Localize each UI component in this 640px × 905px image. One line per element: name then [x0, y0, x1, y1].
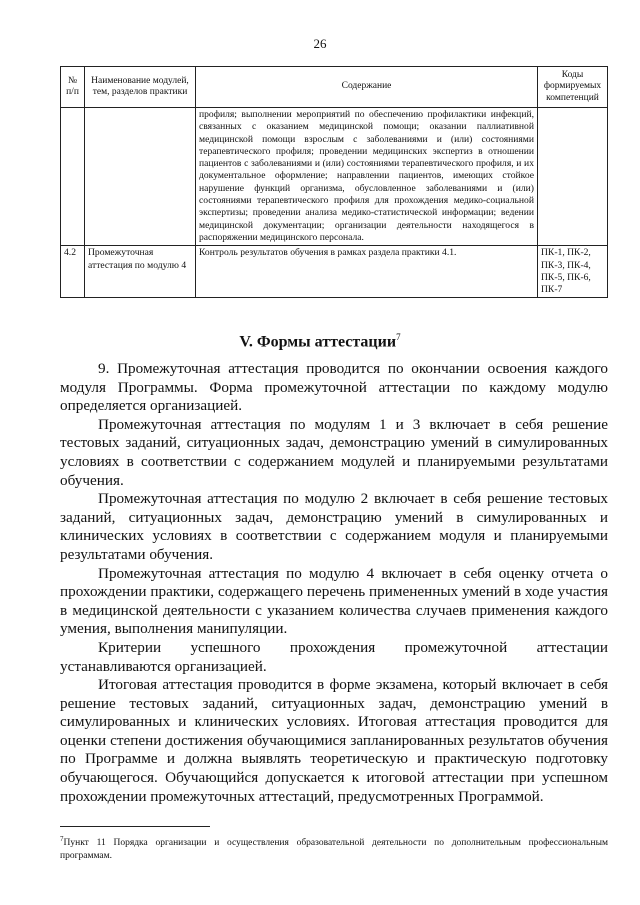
footnote-mark: 7 [60, 835, 64, 843]
row-number: 4.2 [61, 246, 85, 298]
section-heading [0, 332, 640, 351]
header-number: № п/п [61, 67, 85, 108]
paragraph: Промежуточная аттестация по модулю 2 включает в себя решение тестовых заданий, ситуационных задач, демонстрацию умений в симулированных и клинических условиях в соответствии с содержанием модуля и планируемыми результатами обучения. [60, 490, 608, 563]
table-header-row [61, 67, 608, 108]
table-row [61, 246, 608, 298]
row-content: Контроль результатов обучения в рамках раздела практики 4.1. [196, 246, 538, 298]
row-module-name [85, 108, 196, 246]
body-text [60, 360, 608, 806]
table-row [61, 108, 608, 246]
footnote [60, 833, 608, 863]
row-content: профиля; выполнении мероприятий по обеспечению профилактики инфекций, связанных с оказанием медицинской помощи; оказании паллиативной медицинской помощи взрослым с заболеваниями и (или) состояниями терапевтического профиля; проведении медицинских экспертиз в отношении пациентов с заболеваниями и (или) состояниями терапевтического профиля, и их документальное оформление; направлении пациентов, имеющих стойкое нарушение функций организма, обусловленное заболеваниями и (или) состояниями терапевтического профиля для прохождения медико-социальной экспертизы; проведении анализа медико-статистической информации; ведении медицинской документации; организации деятельности находящегося в распоряжении медицинского персонала. [196, 108, 538, 246]
header-content: Содержание [196, 67, 538, 108]
footnote-text: Пункт 11 Порядка организации и осуществления образовательной деятельности по дополнительным профессиональным программам. [60, 838, 608, 862]
paragraph: Итоговая аттестация проводится в форме экзамена, который включает в себя решение тестовых заданий, ситуационных задач, демонстрацию умений в симулированных и клинических условиях. Итоговая аттестация проводится для оценки степени достижения обучающимися запланированных результатов обучения по Программе и должна выявлять теоретическую и практическую подготовку обучающегося. Обучающийся допускается к итоговой аттестации при успешном прохождении промежуточных аттестаций, предусмотренных Программой. [60, 676, 608, 805]
page-number: 26 [313, 36, 327, 51]
paragraph: Промежуточная аттестация по модулю 4 включает в себя оценку отчета о прохождении практики, содержащего перечень примененных умений в ходе участия в медицинской деятельности с указанием количества случаев применения каждого умения, выполнения манипуляции. [60, 564, 608, 638]
paragraph: Промежуточная аттестация по модулям 1 и 3 включает в себя решение тестовых заданий, ситуационных задач, демонстрацию умений в симулированных условиях в соответствии с содержанием модулей и планируемыми результатами обучения. [60, 415, 608, 489]
row-module-name: Промежуточная аттестация по модулю 4 [85, 246, 196, 298]
header-module-name: Наименование модулей, тем, разделов практики [85, 67, 196, 108]
competency-table [60, 66, 608, 298]
row-competency-codes: ПК-1, ПК-2, ПК-3, ПК-4, ПК-5, ПК-6, ПК-7 [538, 246, 608, 298]
header-competency-codes: Коды формируемых компетенций [538, 67, 608, 108]
section-footnote-mark: 7 [396, 332, 401, 342]
section-title-text: V. Формы аттестации [239, 333, 397, 351]
paragraph: Критерии успешного прохождения промежуточной аттестации устанавливаются организацией. [60, 638, 608, 675]
footnote-divider [60, 826, 210, 827]
row-number [61, 108, 85, 246]
row-competency-codes [538, 108, 608, 246]
paragraph: 9. Промежуточная аттестация проводится по окончании освоения каждого модуля Программы. Форма промежуточной аттестации по каждому модулю определяется организацией. [60, 360, 608, 415]
